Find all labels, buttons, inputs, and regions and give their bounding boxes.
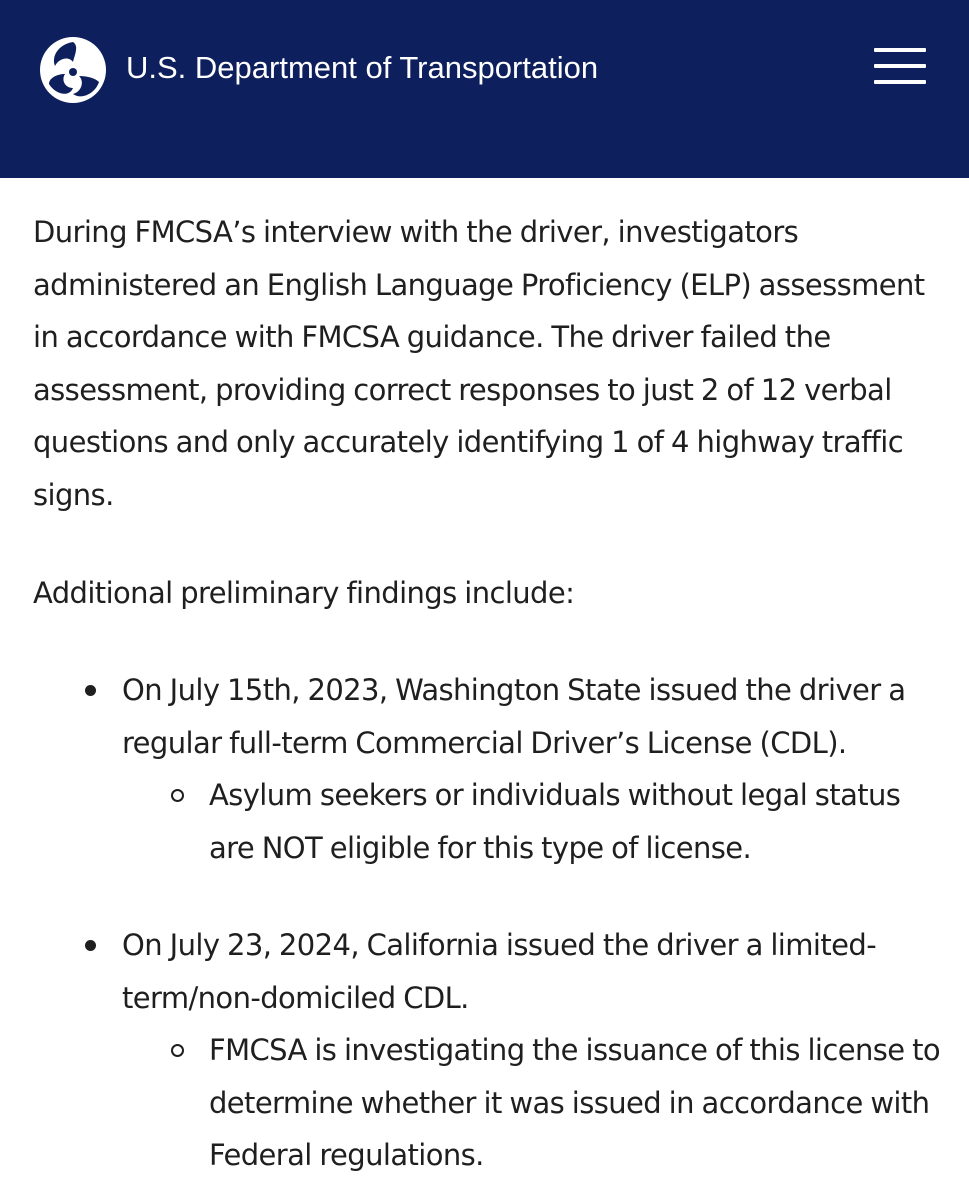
- sub-bullet-icon: [171, 789, 184, 802]
- finding-text: On July 15th, 2023, Washington State issued the driver a regular full-term Commercial Driver’s License (CDL).: [122, 673, 906, 760]
- finding-subtext: Asylum seekers or individuals without legal status are NOT eligible for this type of license.: [209, 778, 901, 865]
- finding-subtext: FMCSA is investigating the issuance of this license to determine whether it was issued in accordance with Federal regulations.: [209, 1033, 941, 1172]
- usdot-triskelion-logo-icon[interactable]: [39, 36, 107, 104]
- site-header: [0, 0, 969, 178]
- site-title[interactable]: U.S. Department of Transportation: [126, 50, 599, 85]
- bullet-icon: [85, 940, 96, 951]
- menu-button[interactable]: [866, 44, 934, 90]
- article-body: [33, 206, 948, 1172]
- finding-item: [33, 919, 948, 1182]
- hamburger-menu-icon[interactable]: [874, 48, 926, 52]
- bullet-icon: [85, 685, 96, 696]
- finding-text: On July 23, 2024, California issued the driver a limited-term/non-domiciled CDL.: [122, 928, 877, 1015]
- findings-intro: Additional preliminary findings include:: [33, 576, 575, 610]
- sub-bullet-icon: [171, 1044, 184, 1057]
- finding-item: [33, 664, 948, 874]
- article-paragraph: During FMCSA’s interview with the driver, investigators administered an English Language Proficiency (ELP) assessment in accordance with FMCSA guidance. The driver failed the assessment, providing correct responses to just 2 of 12 verbal questions and only accurately identifying 1 of 4 highway traffic signs.: [33, 215, 925, 512]
